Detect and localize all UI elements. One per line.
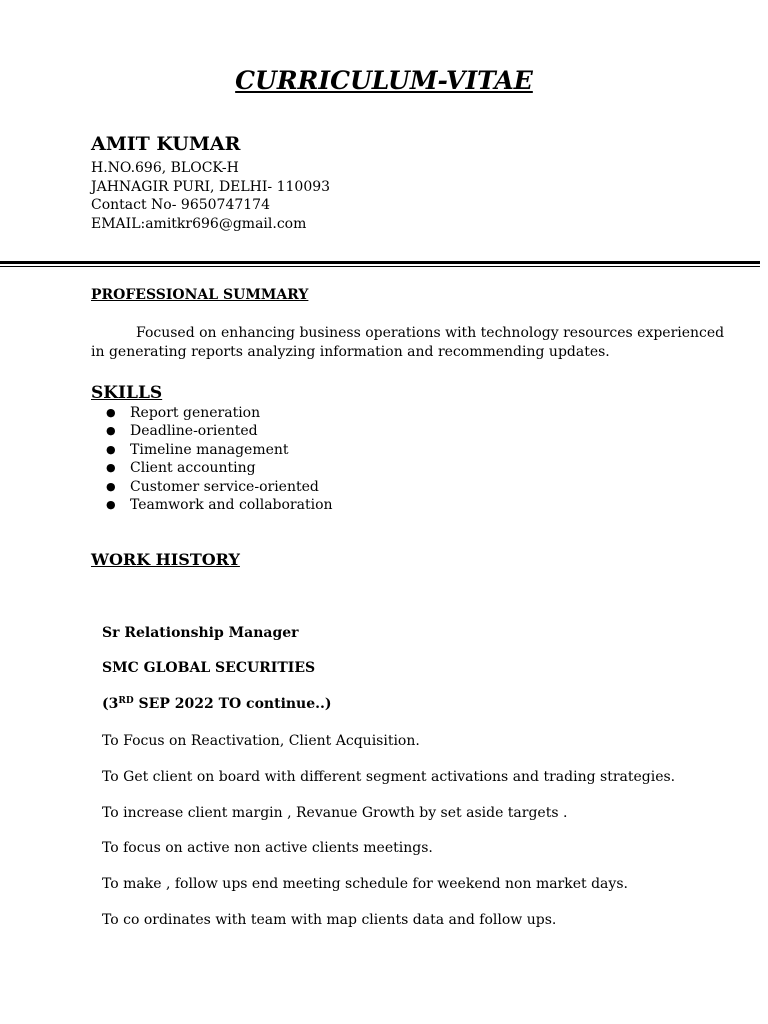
employment-period xyxy=(102,696,332,712)
header-divider-thin xyxy=(0,266,760,267)
skill-item xyxy=(91,441,333,459)
skill-item xyxy=(91,422,333,440)
skills-list xyxy=(91,404,333,514)
skill-label: Report generation xyxy=(130,405,261,421)
period-ordinal-suffix: RD xyxy=(118,696,134,706)
summary-line-2: in generating reports analyzing information and recommending updates. xyxy=(91,343,610,360)
skill-item xyxy=(91,404,333,422)
bullet-icon: ● xyxy=(106,461,116,475)
skill-item xyxy=(91,459,333,477)
professional-summary-text xyxy=(91,324,725,361)
work-history-heading: WORK HISTORY xyxy=(91,550,240,569)
contact-block xyxy=(91,159,330,233)
document-title: CURRICULUM-VITAE xyxy=(235,66,533,95)
period-rest: SEP 2022 TO continue..) xyxy=(133,696,332,712)
professional-summary-heading: PROFESSIONAL SUMMARY xyxy=(91,287,309,303)
duty-item: To focus on active non active clients meetings. xyxy=(102,840,433,856)
bullet-icon: ● xyxy=(106,442,116,456)
header-divider-thick xyxy=(0,261,760,264)
company-name: SMC GLOBAL SECURITIES xyxy=(102,660,316,676)
contact-email: EMAIL:amitkr696@gmail.com xyxy=(91,215,307,232)
bullet-icon: ● xyxy=(106,498,116,512)
skill-label: Client accounting xyxy=(130,460,256,477)
contact-phone: Contact No- 9650747174 xyxy=(91,197,270,213)
skill-label: Deadline-oriented xyxy=(130,423,258,440)
bullet-icon: ● xyxy=(106,406,116,419)
address-line-2: JAHNAGIR PURI, DELHI- 110093 xyxy=(91,178,331,195)
skill-label: Teamwork and collaboration xyxy=(130,497,333,514)
duty-item: To Get client on board with different segment activations and trading strategies. xyxy=(102,769,676,785)
bullet-icon: ● xyxy=(106,424,116,438)
job-title: Sr Relationship Manager xyxy=(102,625,299,641)
skills-heading: SKILLS xyxy=(91,383,163,403)
skill-item xyxy=(91,496,333,514)
duty-item: To Focus on Reactivation, Client Acquisition. xyxy=(102,733,420,749)
duty-item: To co ordinates with team with map clients data and follow ups. xyxy=(102,912,557,928)
period-prefix: (3 xyxy=(102,696,119,712)
candidate-name: AMIT KUMAR xyxy=(91,133,241,155)
skill-label: Timeline management xyxy=(130,441,289,458)
duty-item: To increase client margin , Revanue Growth by set aside targets . xyxy=(102,805,568,821)
address-line-1: H.NO.696, BLOCK-H xyxy=(91,160,239,176)
bullet-icon: ● xyxy=(106,479,116,493)
summary-line-1: Focused on enhancing business operations with technology resources experienced xyxy=(136,325,725,341)
duty-item: To make , follow ups end meeting schedule for weekend non market days. xyxy=(102,876,628,892)
skill-item xyxy=(91,478,333,496)
skill-label: Customer service-oriented xyxy=(130,478,319,495)
